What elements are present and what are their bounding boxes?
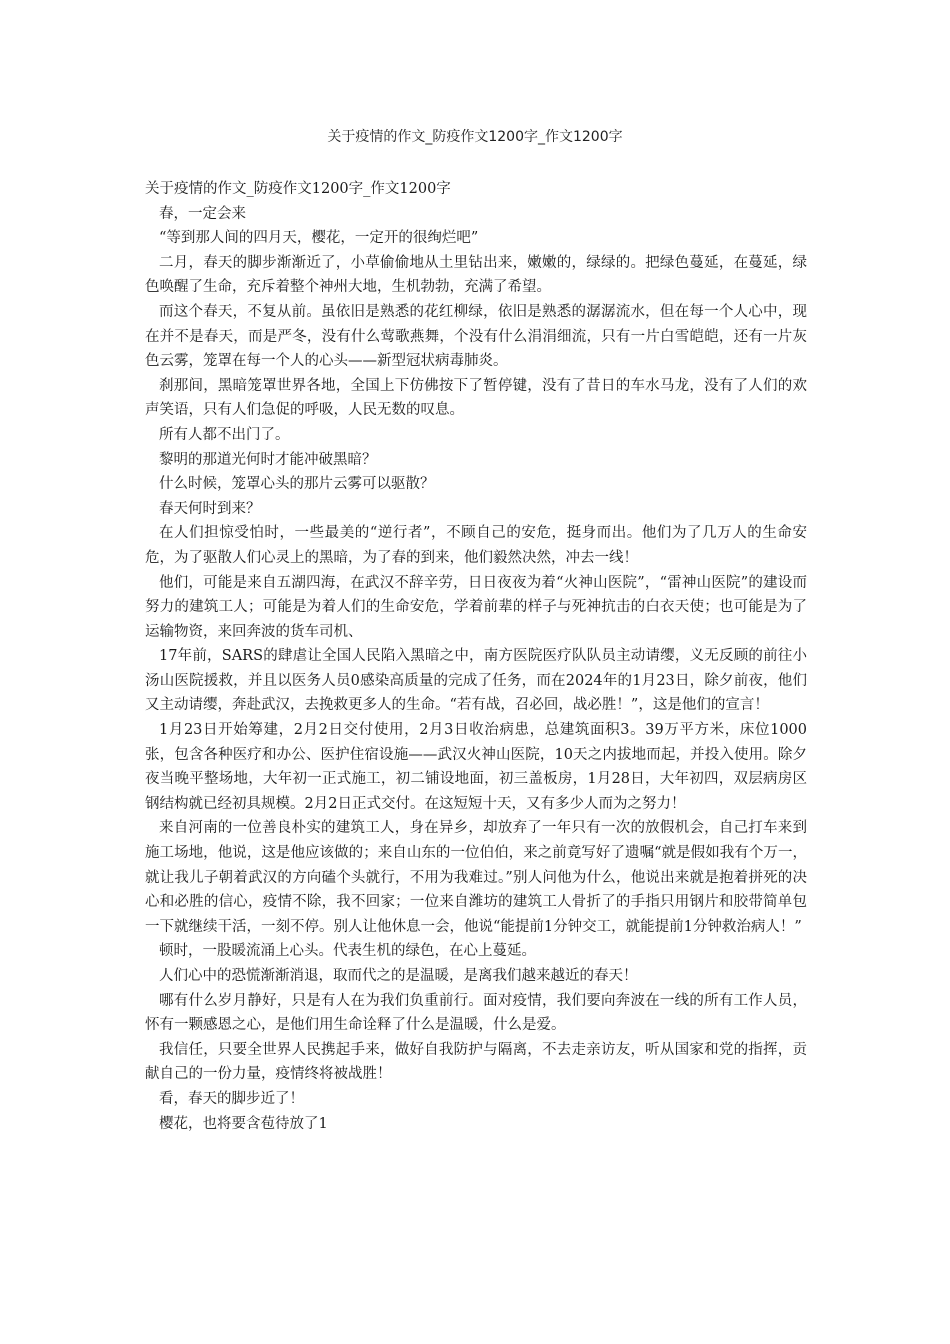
- paragraph: 顿时，一股暖流涌上心头。代表生机的绿色，在心上蔓延。: [159, 943, 536, 960]
- paragraph: 黎明的那道光何时才能冲破黑暗？: [159, 451, 377, 468]
- paragraph: 春，一定会来: [159, 205, 246, 222]
- paragraph: 1月23日开始筹建，2月2日交付使用，2月3日收治病患，总建筑面积3。39万平方米，床位1000张，包含各种医疗和办公、医护住宿设施——武汉火神山医院，10天之内拔地而起，并投入使用。除夕夜当晚平整场地，大年初一正式施工，初二铺设地面，初三盖板房，1月28日，大年初四，双层病房区钢结构就已经初具规模。2月2日正式交付。在这短短十天，又有多少人而为之努力！: [145, 722, 807, 812]
- document-subtitle: 关于疫情的作文_防疫作文1200字_作文1200字: [145, 181, 451, 197]
- paragraph: 17年前，SARS的肆虐让全国人民陷入黑暗之中，南方医院医疗队队员主动请缨，义无反顾的前往小汤山医院援救，并且以医务人员0感染高质量的完成了任务，而在2024年的1月23日，除夕前夜，他们又主动请缨，奔赴武汉，去挽救更多人的生命。“若有战，召必回，战必胜！”，这是他们的宣言！: [145, 648, 807, 714]
- paragraph: 人们心中的恐慌渐渐消退，取而代之的是温暖，是离我们越来越近的春天！: [159, 968, 638, 984]
- document-title: 关于疫情的作文_防疫作文1200字_作文1200字: [327, 129, 623, 145]
- paragraph: 他们，可能是来自五湖四海，在武汉不辞辛劳，日日夜夜为着“火神山医院”，“雷神山医院”的建设而努力的建筑工人；可能是为着人们的生命安危，学着前辈的样子与死神抗击的白衣天使；也可能是为了运输物资，来回奔波的货车司机、: [145, 574, 807, 640]
- paragraph: 来自河南的一位善良朴实的建筑工人，身在异乡，却放弃了一年只有一次的放假机会，自己打车来到施工场地，他说，这是他应该做的；来自山东的一位伯伯，来之前竟写好了遗嘱“就是假如我有个万一，就让我儿子朝着武汉的方向磕个头就行，不用为我难过。”别人问他为什么，他说出来就是抱着拼死的决心和必胜的信心，疫情不除，我不回家；一位来自潍坊的建筑工人骨折了的手指只用钢片和胶带简单包一下就继续干活，一刻不停。别人让他休息一会，他说“能提前1分钟交工，就能提前1分钟救治病人！”: [145, 820, 807, 935]
- paragraph: 什么时候，笼罩心头的那片云雾可以驱散？: [159, 476, 435, 493]
- paragraph: “等到那人间的四月天，樱花，一定开的很绚烂吧”: [159, 230, 479, 247]
- paragraph: 所有人都不出门了。: [159, 426, 290, 443]
- document-body: [145, 177, 807, 1136]
- paragraph: 而这个春天，不复从前。虽依旧是熟悉的花红柳绿，依旧是熟悉的潺潺流水，但在每一个人心中，现在并不是春天，而是严冬，没有什么莺歌燕舞，个没有什么涓涓细流，只有一片白雪皑皑，还有一片灰色云雾，笼罩在每一个人的心头——新型冠状病毒肺炎。: [145, 303, 807, 370]
- paragraph: 我信任，只要全世界人民携起手来，做好自我防护与隔离，不去走亲访友，听从国家和党的指挥，贡献自己的一份力量，疫情终将被战胜！: [145, 1041, 807, 1083]
- paragraph: 二月，春天的脚步渐渐近了，小草偷偷地从土里钻出来，嫩嫩的，绿绿的。把绿色蔓延，在蔓延，绿色唤醒了生命，充斥着整个神州大地，生机勃勃，充满了希望。: [145, 254, 807, 296]
- paragraph: 刹那间，黑暗笼罩世界各地，全国上下仿佛按下了暂停键，没有了昔日的车水马龙，没有了人们的欢声笑语，只有人们急促的呼吸，人民无数的叹息。: [145, 377, 807, 419]
- paragraph: 看，春天的脚步近了！: [159, 1090, 304, 1107]
- paragraph: 春天何时到来？: [159, 500, 261, 517]
- paragraph: 哪有什么岁月静好，只是有人在为我们负重前行。面对疫情，我们要向奔波在一线的所有工作人员，怀有一颗感恩之心，是他们用生命诠释了什么是温暖，什么是爱。: [145, 992, 807, 1034]
- paragraph: 在人们担惊受怕时，一些最美的“逆行者”，不顾自己的安危，挺身而出。他们为了几万人的生命安危，为了驱散人们心灵上的黑暗，为了春的到来，他们毅然决然，冲去一线！: [145, 525, 807, 566]
- paragraph: 樱花，也将要含苞待放了1: [159, 1115, 328, 1132]
